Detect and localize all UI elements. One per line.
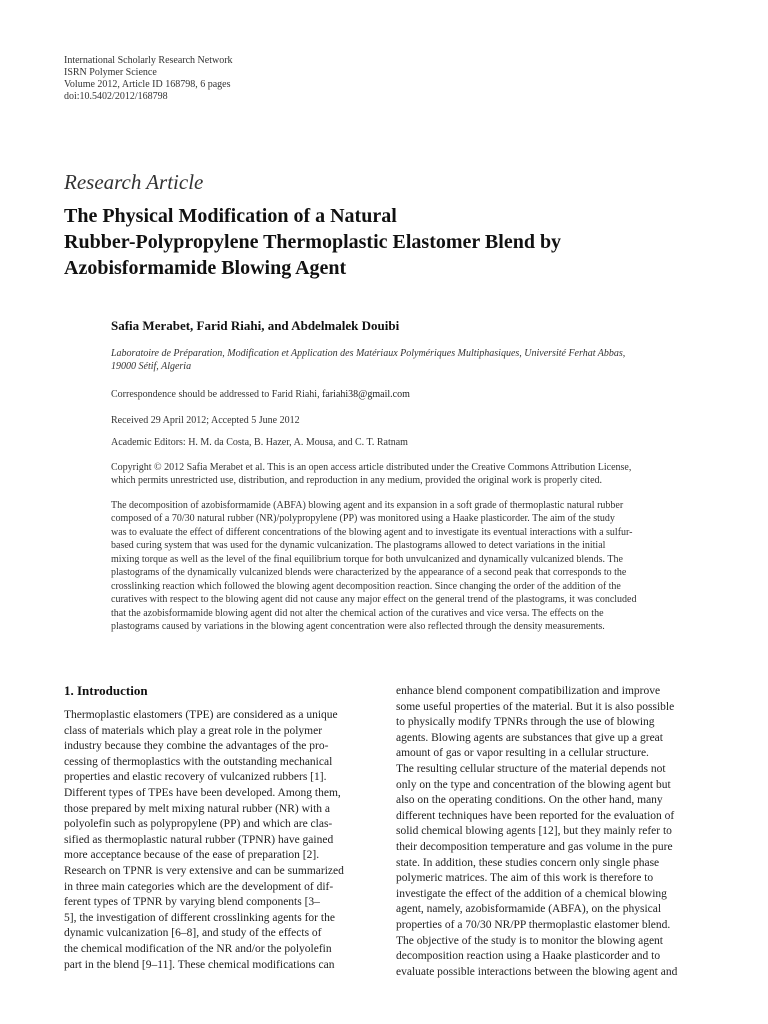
abstract — [111, 499, 705, 634]
paper-title — [64, 203, 704, 281]
abstract-line: The decomposition of azobisformamide (ABFA) blowing agent and its expansion in a soft grade of thermoplastic natural rubber — [111, 500, 624, 511]
body-line: agent, namely, azobisformamide (ABFA), on the physical — [396, 903, 662, 916]
body-line: only on the type and concentration of the blowing agent but — [396, 778, 671, 791]
body-line: those prepared by melt mixing natural rubber (NR) with a — [64, 802, 331, 815]
body-line: ferent types of TPNR by varying blend components [3– — [64, 896, 320, 909]
body-line: Research on TPNR is very extensive and can be summarized — [64, 864, 344, 877]
body-line: properties and elastic recovery of vulcanized rubbers [1]. — [64, 771, 327, 784]
body-line: evaluate possible interactions between the blowing agent and — [396, 965, 678, 978]
journal-line: International Scholarly Research Network — [64, 55, 233, 66]
body-line: properties of a 70/30 NR/PP thermoplastic elastomer blend. — [396, 918, 671, 931]
abstract-line: based curing system that was used for the dynamic vulcanization. The plastograms allowed to detect variations in the initial — [111, 540, 606, 552]
title-line: Rubber-Polypropylene Thermoplastic Elastomer Blend by — [64, 231, 562, 253]
body-line: also on the operating conditions. On the other hand, many — [396, 794, 663, 807]
correspondence-email[interactable]: fariahi38@gmail.com — [322, 389, 410, 400]
body-line: more acceptance because of the ease of preparation [2]. — [64, 849, 320, 862]
body-line: their decomposition temperature and gas volume in the pure — [396, 840, 673, 853]
body-line: industry because they combine the advantages of the pro- — [64, 740, 329, 753]
abstract-line: curatives with respect to the blowing agent did not cause any major effect on the general trend of the plastograms, it was concluded — [111, 594, 637, 606]
academic-editors: Academic Editors: H. M. da Costa, B. Hazer, A. Mousa, and C. T. Ratnam — [111, 437, 408, 448]
copyright-line: which permits unrestricted use, distribution, and reproduction in any medium, provided the original work is properly cited. — [111, 475, 603, 486]
abstract-line: crosslinking reaction which followed the blowing agent decomposition reaction. Since changing the order of the addition of the — [111, 580, 621, 592]
abstract-line: that the azobisformamide blowing agent did not alter the chemical action of the curatives and vice versa. The effects on the — [111, 607, 604, 619]
body-line: polymeric matrices. The aim of this work is therefore to — [396, 872, 654, 885]
copyright — [111, 461, 711, 487]
body-line: The objective of the study is to monitor the blowing agent — [396, 934, 664, 947]
body-line: 5], the investigation of different crosslinking agents for the — [64, 911, 335, 924]
affiliation — [111, 347, 711, 373]
correspondence — [111, 388, 711, 401]
body-line: state. In addition, these studies concern only single phase — [396, 856, 660, 869]
correspondence-text: Correspondence should be addressed to Farid Riahi, — [111, 389, 323, 400]
body-line: class of materials which play a great role in the polymer — [64, 724, 323, 737]
body-line: different techniques have been reported for the evaluation of — [396, 809, 675, 822]
body-line: The resulting cellular structure of the material depends not — [396, 762, 666, 775]
body-line: to physically modify TPNRs through the use of blowing — [396, 716, 655, 729]
body-line: the chemical modification of the NR and/or the polyolefin — [64, 942, 332, 955]
body-line: amount of gas or vapor resulting in a cellular structure. — [396, 747, 649, 760]
body-line: investigate the effect of the addition of a chemical blowing — [396, 887, 667, 900]
doi-line: doi:10.5402/2012/168798 — [64, 91, 168, 102]
body-line: decomposition reaction using a Haake plasticorder and to — [396, 950, 661, 963]
body-line: enhance blend component compatibilization and improve — [396, 685, 661, 697]
body-line: polyolefin such as polypropylene (PP) and which are clas- — [64, 818, 333, 831]
body-line: solid chemical blowing agents [12], but they mainly refer to — [396, 825, 672, 838]
body-line: agents. Blowing agents are substances that give up a great — [396, 731, 663, 744]
abstract-line: mixing torque as well as the level of the final equilibrium torque for both unvulcanized and dynamically vulcanized blends. The — [111, 553, 623, 565]
body-column-right — [396, 684, 714, 980]
copyright-line: Copyright © 2012 Safia Merabet et al. This is an open access article distributed under the Creative Commons Attribution License, — [111, 462, 632, 473]
section-heading: 1. Introduction — [64, 683, 148, 698]
article-type: Research Article — [64, 170, 204, 194]
body-line: Thermoplastic elastomers (TPE) are considered as a unique — [64, 709, 338, 721]
body-line: cessing of thermoplastics with the outstanding mechanical — [64, 755, 333, 768]
journal-line: ISRN Polymer Science — [64, 67, 157, 78]
body-line: Different types of TPEs have been developed. Among them, — [64, 786, 341, 799]
body-line: sified as thermoplastic natural rubber (TPNR) have gained — [64, 833, 334, 846]
title-line: Azobisformamide Blowing Agent — [64, 257, 347, 279]
authors: Safia Merabet, Farid Riahi, and Abdelmalek Douibi — [111, 318, 400, 333]
abstract-line: was to evaluate the effect of different concentrations of the blowing agent and to investigate its eventual interactions with a sulfur- — [111, 526, 633, 538]
abstract-line: plastograms of the dynamically vulcanized blends were characterized by the appearance of a second peak that corresponds to the — [111, 567, 627, 579]
body-column-left — [64, 683, 382, 973]
affiliation-line: Laboratoire de Préparation, Modification et Application des Matériaux Polymériques Multiphasiques, Université Ferhat Abbas, — [111, 348, 626, 359]
title-line: The Physical Modification of a Natural — [64, 205, 397, 227]
dates: Received 29 April 2012; Accepted 5 June 2012 — [111, 415, 300, 426]
body-line: part in the blend [9–11]. These chemical modifications can — [64, 958, 335, 971]
journal-header — [64, 55, 233, 103]
body-line: dynamic vulcanization [6–8], and study of the effects of — [64, 927, 322, 940]
body-line: some useful properties of the material. But it is also possible — [396, 700, 675, 713]
abstract-line: plastograms caused by variations in the blowing agent concentration were also reflected through the density measurements. — [111, 621, 605, 633]
body-line: in three main categories which are the development of dif- — [64, 880, 334, 893]
abstract-line: composed of a 70/30 natural rubber (NR)/polypropylene (PP) was monitored using a Haake plasticorder. The aim of the study — [111, 513, 615, 525]
affiliation-line: 19000 Sétif, Algeria — [111, 361, 192, 372]
journal-line: Volume 2012, Article ID 168798, 6 pages — [64, 79, 231, 90]
